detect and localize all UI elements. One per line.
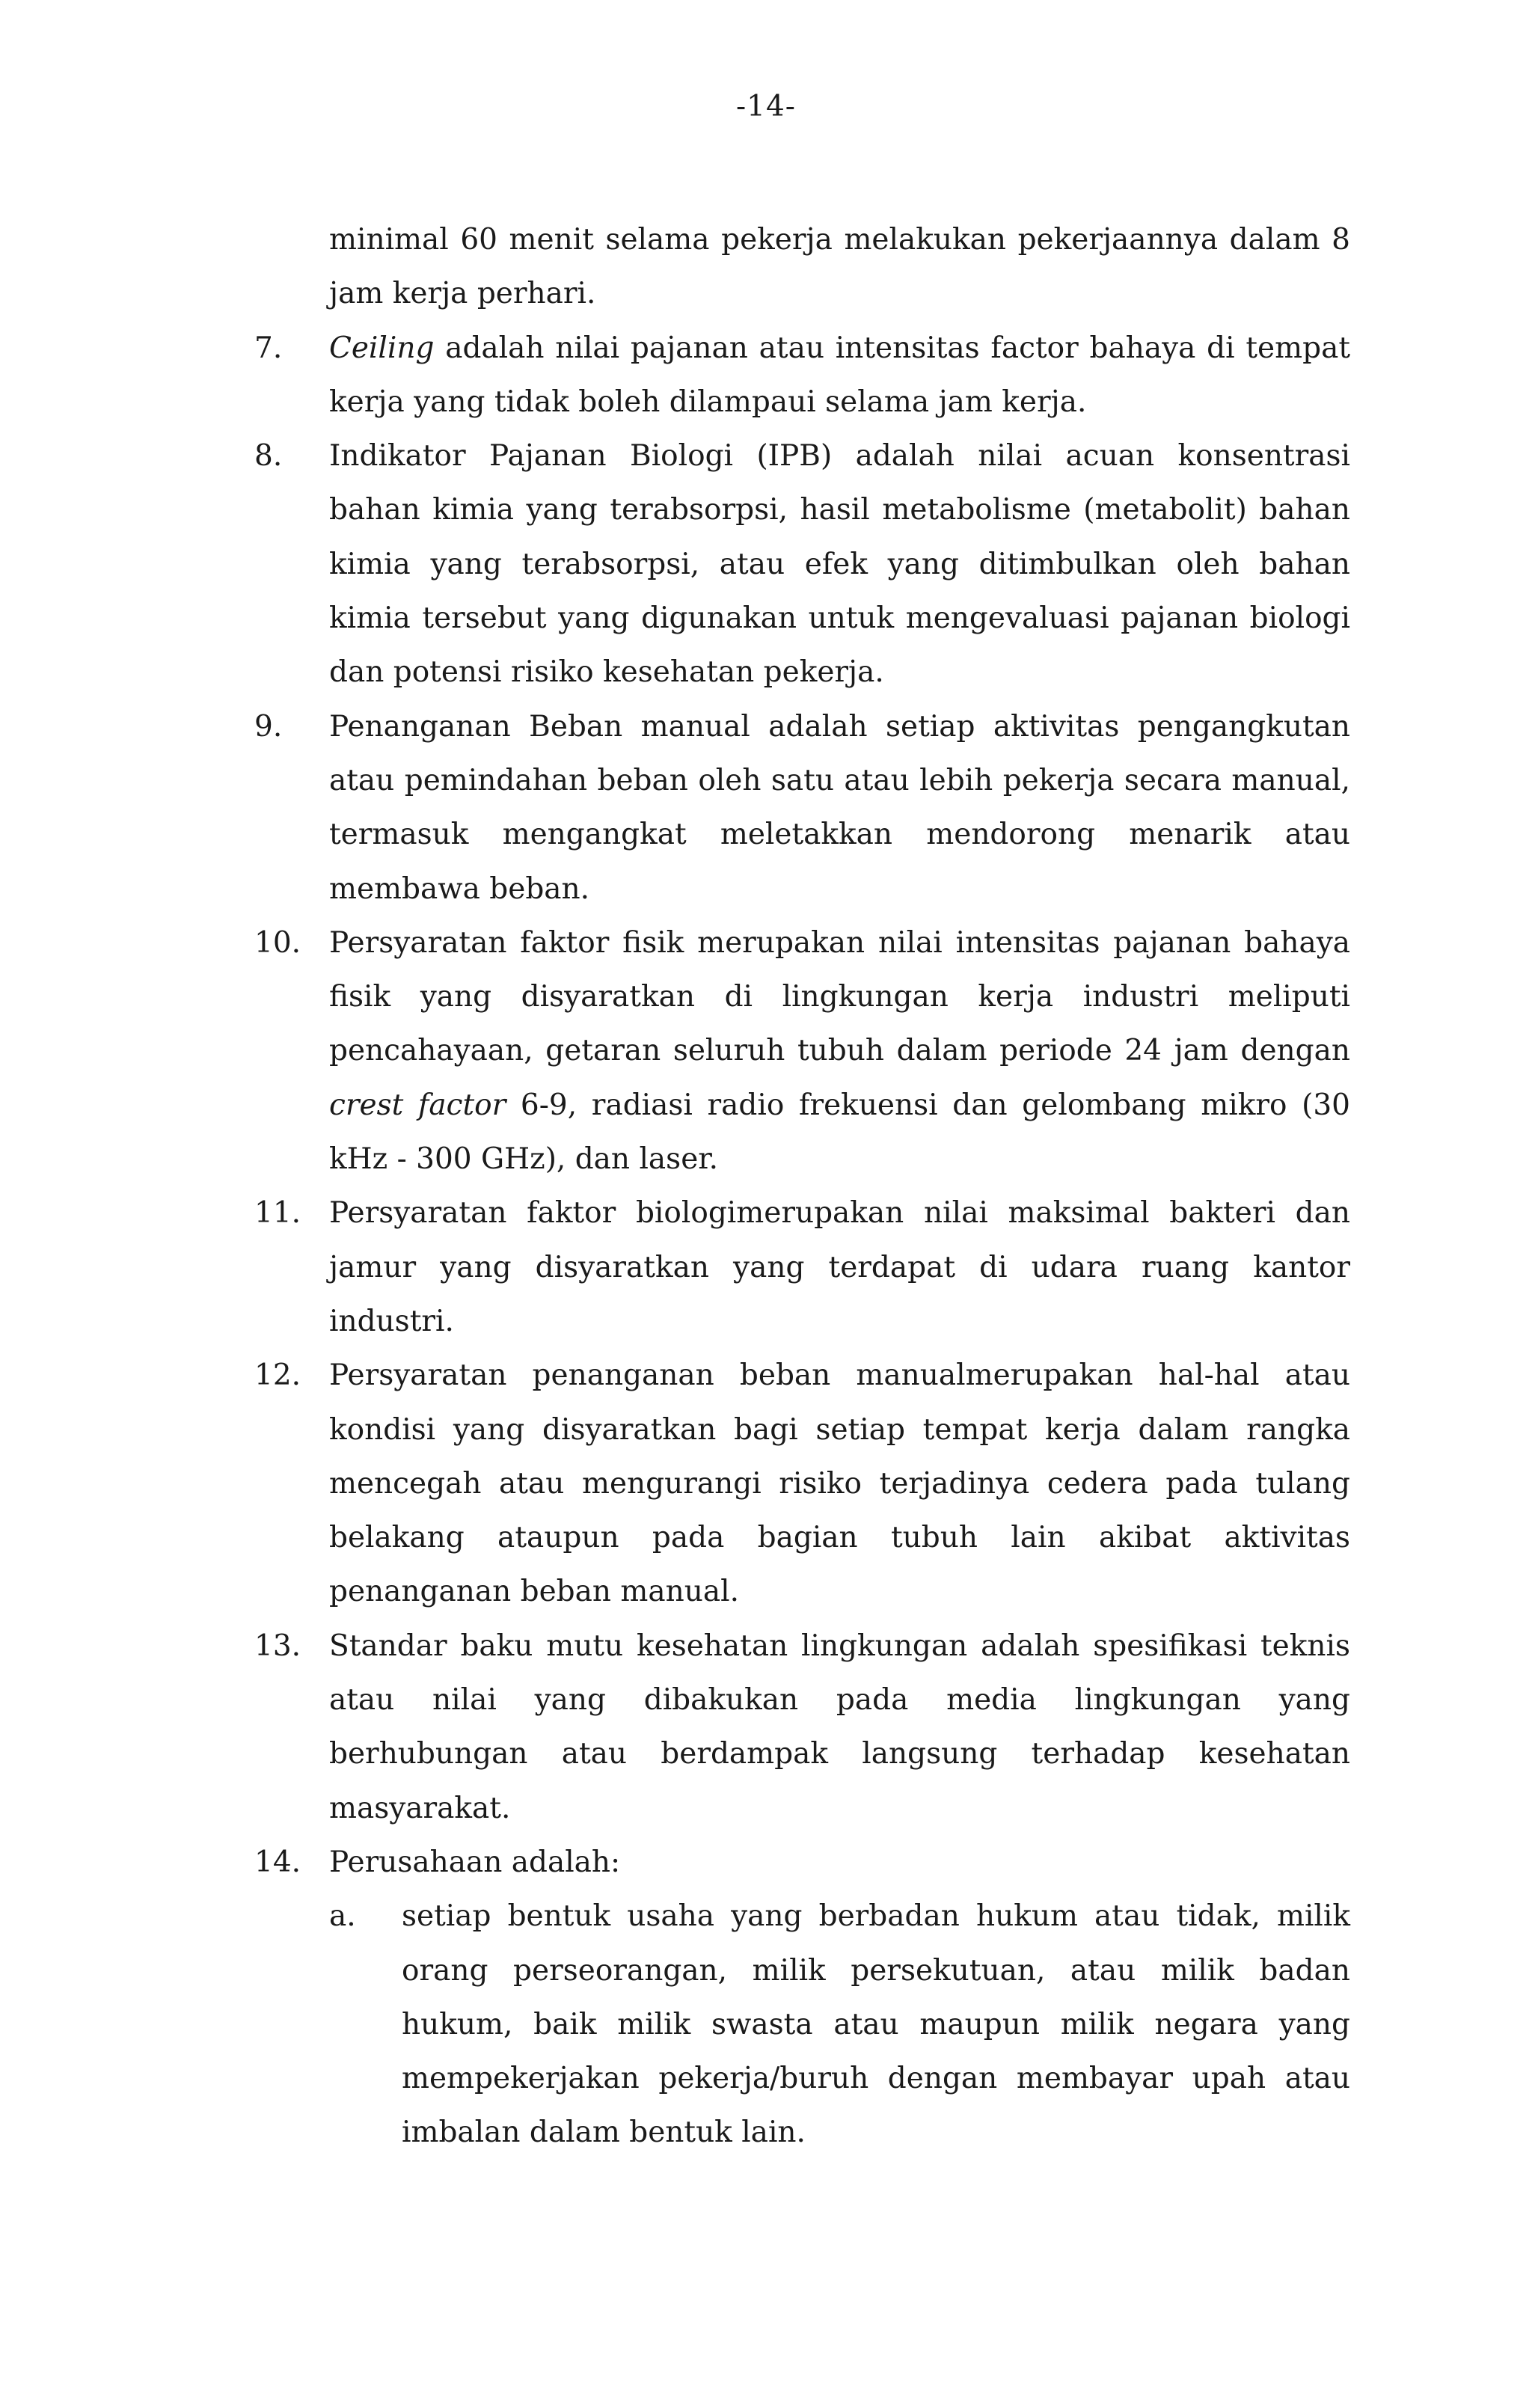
item-term: Ceiling <box>329 331 435 365</box>
item-text: Standar baku mutu kesehatan lingkungan adalah spesifikasi teknis atau nilai yang dibakukan pada media lingkungan yang berhubungan atau berdampak langsung terhadap kesehatan masyarakat. <box>329 1629 1350 1825</box>
sub-list <box>254 1890 1350 2160</box>
item-text: Penanganan Beban manual adalah setiap aktivitas pengangkutan atau pemindahan beban oleh satu atau lebih pekerja secara manual, termasuk mengangkat meletakkan mendorong menarik atau membawa beban. <box>329 709 1350 906</box>
sub-item-text: setiap bentuk usaha yang berbadan hukum atau tidak, milik orang perseorangan, milik persekutuan, atau milik badan hukum, baik milik swasta atau maupun milik negara yang mempekerjakan pekerja/buruh dengan membayar upah atau imbalan dalam bentuk lain. <box>402 1899 1350 2150</box>
list-item-13 <box>254 1620 1350 1836</box>
sub-item-a <box>329 1890 1350 2160</box>
item-text: Persyaratan faktor biologimerupakan nilai maksimal bakteri dan jamur yang disyaratkan yang terdapat di udara ruang kantor industri. <box>329 1196 1350 1338</box>
item-number: 7. <box>254 331 283 365</box>
list-item-10 <box>254 916 1350 1186</box>
list-item-11 <box>254 1186 1350 1349</box>
item-number: 13. <box>254 1629 301 1663</box>
item-definition-start: Persyaratan faktor fisik merupakan nilai intensitas pajanan bahaya fisik yang disyaratkan di lingkungan kerja industri meliputi pencahayaan, getaran seluruh tubuh dalam periode 24 jam dengan <box>329 925 1350 1068</box>
item-text <box>329 916 1350 1186</box>
list-item-14 <box>254 1836 1350 1890</box>
definitions-list <box>254 213 1350 2160</box>
item-number: 14. <box>254 1845 301 1879</box>
item-number: 11. <box>254 1196 301 1231</box>
list-item-8 <box>254 429 1350 699</box>
item-text: Perusahaan adalah: <box>329 1845 621 1879</box>
item-number: 12. <box>254 1358 301 1393</box>
item-definition-end: 6-9, radiasi radio frekuensi dan gelombang mikro (30 kHz - 300 GHz), dan laser. <box>329 1088 1350 1177</box>
continued-paragraph: minimal 60 menit selama pekerja melakukan pekerjaannya dalam 8 jam kerja perhari. <box>329 223 1350 311</box>
sub-item-letter: a. <box>329 1899 356 1934</box>
list-item-9 <box>254 700 1350 916</box>
item-number: 10. <box>254 925 301 960</box>
list-item-12 <box>254 1349 1350 1619</box>
item-number: 8. <box>254 439 283 474</box>
item-text <box>329 322 1350 430</box>
list-item-7 <box>254 322 1350 430</box>
item-definition: adalah nilai pajanan atau intensitas factor bahaya di tempat kerja yang tidak boleh dilampaui selama jam kerja. <box>329 331 1350 419</box>
page-number: -14- <box>736 90 796 123</box>
item-term: crest factor <box>329 1088 506 1122</box>
item-number: 9. <box>254 709 283 744</box>
item-text: Indikator Pajanan Biologi (IPB) adalah nilai acuan konsentrasi bahan kimia yang terabsorpsi, hasil metabolisme (metabolit) bahan kimia yang terabsorpsi, atau efek yang ditimbulkan oleh bahan kimia tersebut yang digunakan untuk mengevaluasi pajanan biologi dan potensi risiko kesehatan pekerja. <box>329 439 1350 690</box>
item-text: Persyaratan penanganan beban manualmerupakan hal-hal atau kondisi yang disyaratkan bagi setiap tempat kerja dalam rangka mencegah atau mengurangi risiko terjadinya cedera pada tulang belakang ataupun pada bagian tubuh lain akibat aktivitas penanganan beban manual. <box>329 1358 1350 1609</box>
